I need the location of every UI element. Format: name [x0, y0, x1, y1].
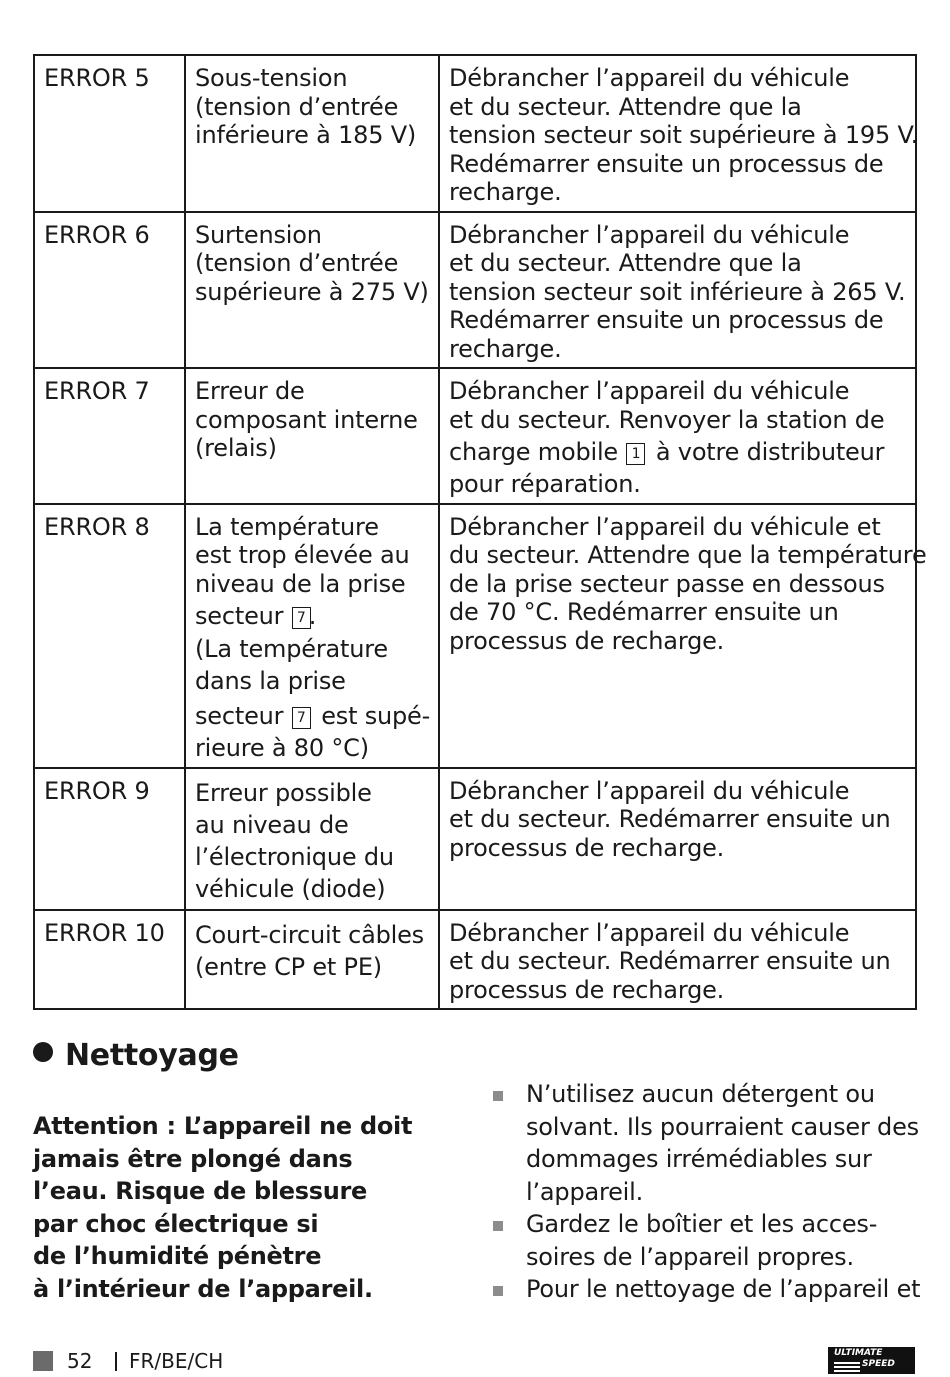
error-cause: Court-circuit câbles (entre CP et PE): [185, 910, 439, 1010]
table-row: [34, 504, 916, 768]
list-item: Gardez le boîtier et les acces- soires de l’appareil propres.: [490, 1208, 930, 1273]
footer-divider: [115, 1352, 117, 1371]
reference-number-badge: 1: [626, 443, 645, 465]
table-row: [34, 55, 916, 212]
table-row: [34, 910, 916, 1010]
error-cause: Erreur de composant interne (relais): [185, 368, 439, 504]
language-codes: FR/BE/CH: [129, 1349, 224, 1373]
reference-number-badge: 7: [292, 707, 311, 729]
brand-logo: ULTIMATE SPEED: [828, 1347, 915, 1374]
error-cause: Sous-tension (tension d’entrée inférieure à 185 V): [185, 55, 439, 212]
error-cause: Surtension (tension d’entrée supérieure à 275 V): [185, 212, 439, 369]
error-remedy: Débrancher l’appareil du véhicule et du secteur. Renvoyer la station de charge mobile 1 à votre distributeur pour réparation.: [439, 368, 916, 504]
square-bullet-icon: [493, 1286, 503, 1296]
error-cause: Erreur possible au niveau de l’électronique du véhicule (diode): [185, 768, 439, 910]
section-heading: [33, 1038, 239, 1073]
square-bullet-icon: [493, 1221, 503, 1231]
cleaning-instructions-list: [490, 1078, 930, 1306]
error-code: ERROR 10: [34, 910, 185, 1010]
table-row: [34, 368, 916, 504]
error-remedy: Débrancher l’appareil du véhicule et du secteur. Attendre que la tension secteur soit supérieure à 195 V. Redémarrer ensuite un processus de recharge.: [439, 55, 916, 212]
error-remedy: Débrancher l’appareil du véhicule et du secteur. Attendre que la tension secteur soit inférieure à 265 V. Redémarrer ensuite un processus de recharge.: [439, 212, 916, 369]
list-item: Pour le nettoyage de l’appareil et: [490, 1273, 930, 1306]
footer-square-icon: [33, 1351, 53, 1371]
table-row: [34, 768, 916, 910]
reference-number-badge: 7: [292, 607, 311, 629]
error-code: ERROR 9: [34, 768, 185, 910]
bullet-dot-icon: [33, 1042, 53, 1062]
page-number: 52: [67, 1349, 93, 1373]
warning-text: Attention : L’appareil ne doit jamais être plongé dans l’eau. Risque de blessure par choc électrique si de l’humidité pénètre à l’intérieur de l’appareil.: [33, 1112, 413, 1303]
table-row: [34, 212, 916, 369]
error-code: ERROR 5: [34, 55, 185, 212]
error-cause: La température est trop élevée au niveau de la prise secteur 7 . (La température dans la prise secteur 7 est supé- rieure à 80 °C): [185, 504, 439, 768]
error-remedy: Débrancher l’appareil du véhicule et du secteur. Attendre que la température de la prise secteur passe en dessous de 70 °C. Redémarrer ensuite un processus de recharge.: [439, 504, 916, 768]
error-table: [33, 54, 927, 1010]
error-code: ERROR 6: [34, 212, 185, 369]
error-remedy: Débrancher l’appareil du véhicule et du secteur. Redémarrer ensuite un processus de recharge.: [439, 910, 916, 1010]
list-item: N’utilisez aucun détergent ou solvant. Ils pourraient causer des dommages irrémédiables sur l’appareil.: [490, 1078, 930, 1208]
square-bullet-icon: [493, 1091, 503, 1101]
error-code: ERROR 8: [34, 504, 185, 768]
error-code: ERROR 7: [34, 368, 185, 504]
section-title: Nettoyage: [65, 1038, 239, 1073]
error-remedy: Débrancher l’appareil du véhicule et du secteur. Redémarrer ensuite un processus de recharge.: [439, 768, 916, 910]
